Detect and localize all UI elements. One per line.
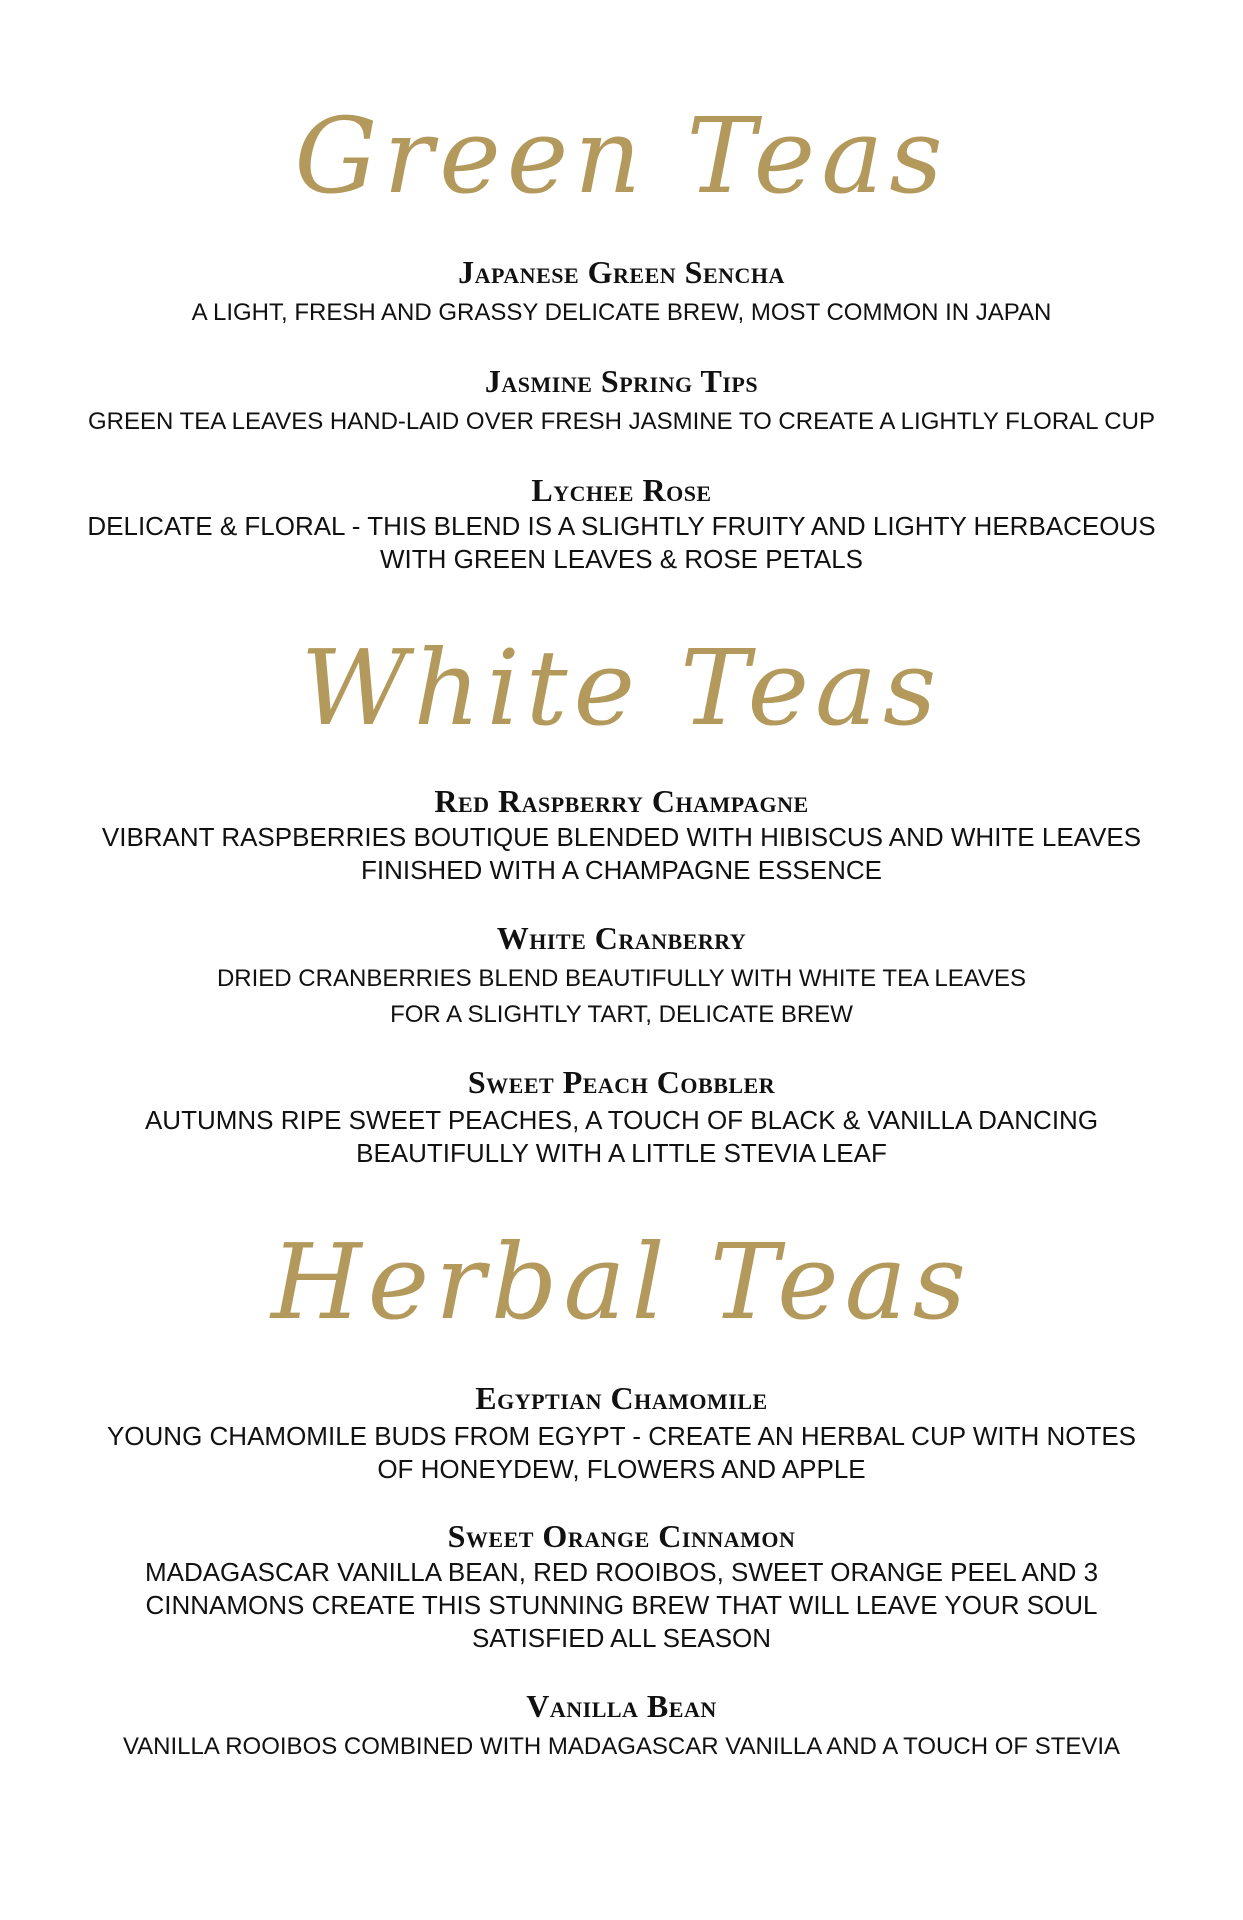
item-description-line: BEAUTIFULLY WITH A LITTLE STEVIA LEAF	[356, 1138, 887, 1168]
item-name-japanese-green-sencha: Japanese Green Sencha	[458, 254, 785, 290]
item-description-line: MADAGASCAR VANILLA BEAN, RED ROOIBOS, SWEET ORANGE PEEL AND 3	[144, 1557, 1099, 1587]
item-description-line: DELICATE & FLORAL - THIS BLEND IS A SLIGHTLY FRUITY AND LIGHTY HERBACEOUS	[87, 511, 1156, 541]
item-description-line: VANILLA ROOIBOS COMBINED WITH MADAGASCAR VANILLA AND A TOUCH OF STEVIA	[122, 1733, 1121, 1760]
item-description-line: CINNAMONS CREATE THIS STUNNING BREW THAT WILL LEAVE YOUR SOUL	[145, 1590, 1098, 1620]
item-name-red-raspberry-champagne: Red Raspberry Champagne	[434, 783, 809, 819]
item-name-egyptian-chamomile: Egyptian Chamomile	[475, 1380, 768, 1416]
item-description-line: WITH GREEN LEAVES & ROSE PETALS	[379, 544, 864, 574]
section-title-white-teas: White Teas	[300, 627, 943, 749]
item-name-vanilla-bean: Vanilla Bean	[526, 1688, 717, 1724]
item-description-line: FINISHED WITH A CHAMPAGNE ESSENCE	[360, 855, 883, 885]
section-title-green-teas: Green Teas	[294, 95, 949, 217]
item-description-line: AUTUMNS RIPE SWEET PEACHES, A TOUCH OF BLACK & VANILLA DANCING	[144, 1105, 1099, 1135]
item-description-line: GREEN TEA LEAVES HAND-LAID OVER FRESH JASMINE TO CREATE A LIGHTLY FLORAL CUP	[88, 408, 1155, 435]
item-name-sweet-orange-cinnamon: Sweet Orange Cinnamon	[447, 1518, 796, 1554]
item-name-jasmine-spring-tips: Jasmine Spring Tips	[484, 363, 759, 399]
item-description-line: VIBRANT RASPBERRIES BOUTIQUE BLENDED WITH HIBISCUS AND WHITE LEAVES	[101, 822, 1142, 852]
item-description-line: OF HONEYDEW, FLOWERS AND APPLE	[377, 1454, 866, 1484]
item-description-line: SATISFIED ALL SEASON	[471, 1623, 772, 1653]
section-title-herbal-teas: Herbal Teas	[270, 1221, 973, 1343]
item-name-lychee-rose: Lychee Rose	[531, 472, 712, 508]
item-name-sweet-peach-cobbler: Sweet Peach Cobbler	[467, 1064, 776, 1100]
item-description-line: YOUNG CHAMOMILE BUDS FROM EGYPT - CREATE AN HERBAL CUP WITH NOTES	[106, 1421, 1137, 1451]
item-name-white-cranberry: White Cranberry	[496, 920, 747, 956]
item-description-line: A LIGHT, FRESH AND GRASSY DELICATE BREW, MOST COMMON IN JAPAN	[191, 299, 1052, 326]
item-description-line: FOR A SLIGHTLY TART, DELICATE BREW	[390, 1001, 853, 1028]
item-description-line: DRIED CRANBERRIES BLEND BEAUTIFULLY WITH WHITE TEA LEAVES	[216, 965, 1027, 992]
